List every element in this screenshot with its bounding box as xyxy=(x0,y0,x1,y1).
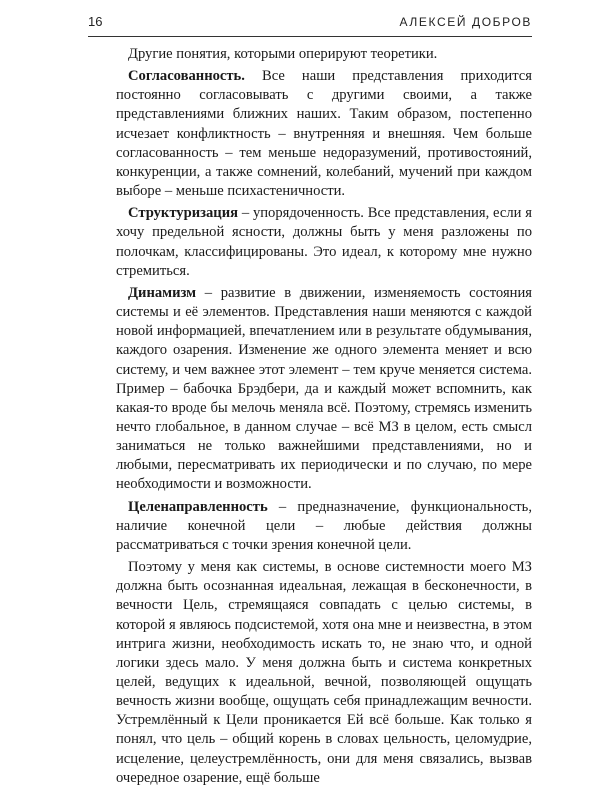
paragraph-text: – упорядоченность. Все представления, если я хочу предельной ясности, должны быть у меня разложены по полочкам, классифицированы. Это идеал, к которому мне нужно стремиться. xyxy=(116,205,532,279)
term-dynamism: Динамизм xyxy=(128,284,197,301)
paragraph-text: Поэтому у меня как системы, в основе системности моего МЗ должна быть осознанная идеальная, лежащая в бесконечности, в вечности Цель, стремящаяся совпадать с целью системы, в которой я являюсь подсистемой, хотя она мне и неизвестна, в этом интрига жизни, необходимость искать то, не знаю что, и одной логики здесь мало. У меня должна быть и система конкретных целей, ведущих к идеальной, вечной, позволяющей ощущать вечность жизни вообще, ощущать себя принадлежащим вечности. Устремлённый к Цели проникается Ей всё больше. Как только я понял, что цель – общий корень в словах цельность, целомудрие, исцеление, целеустремлённость, они для меня связались, вызвав очередное озарение, ещё больше xyxy=(116,559,532,786)
paragraph-text: – развитие в движении, изменяемость состояния системы и её элементов. Представления наши меняются с каждой новой информацией, впечатлением или в результате обдумывания, каждого озарения. Изменение же одного элемента меняет и всю систему, и чем важнее этот элемент – тем круче меняется система. Пример – бабочка Брэдбери, да и каждый может вспомнить, как какая-то вроде бы мелочь меняла всё. Поэтому, стремясь изменить нечто глобальное, в данном случае – всё МЗ в целом, есть смысл заниматься не только важнейшими представлениями, но и любыми, пересматривать их периодически и по случаю, по мере необходимости и возможности. xyxy=(116,284,532,493)
term-consistency: Согласованность. xyxy=(128,68,245,85)
page-number: 16 xyxy=(88,14,103,29)
paragraph-intro xyxy=(116,45,532,64)
term-purposefulness: Целенаправленность xyxy=(128,498,268,515)
paragraph-text: Все наши представления приходится постоянно согласовывать с другими своими, а также представлениями ближних наших. Таким образом, постепенно исчезает конфликтность – внутренняя и внешняя. Чем больше согласованность – тем меньше недоразумений, противостояний, конкуренции, а также сомнений, колебаний, мучений при каждом выборе – меньше психастеничности. xyxy=(116,68,532,200)
author-name: АЛЕКСЕЙ ДОБРОВ xyxy=(399,15,532,29)
paragraph-consistency xyxy=(116,67,532,201)
term-structuring: Структуризация xyxy=(128,205,238,222)
paragraph-dynamism xyxy=(116,284,532,495)
running-header xyxy=(88,14,532,34)
paragraph-goal xyxy=(116,558,532,788)
paragraph-purposefulness xyxy=(116,498,532,555)
header-rule xyxy=(88,36,532,37)
body-text xyxy=(116,45,532,788)
paragraph-text: – предназначение, функциональность, наличие конечной цели – любые действия должны рассматриваться с точки зрения конечной цели. xyxy=(116,498,532,553)
paragraph-structuring xyxy=(116,204,532,281)
paragraph-text: Другие понятия, которыми оперируют теоретики. xyxy=(128,46,438,62)
